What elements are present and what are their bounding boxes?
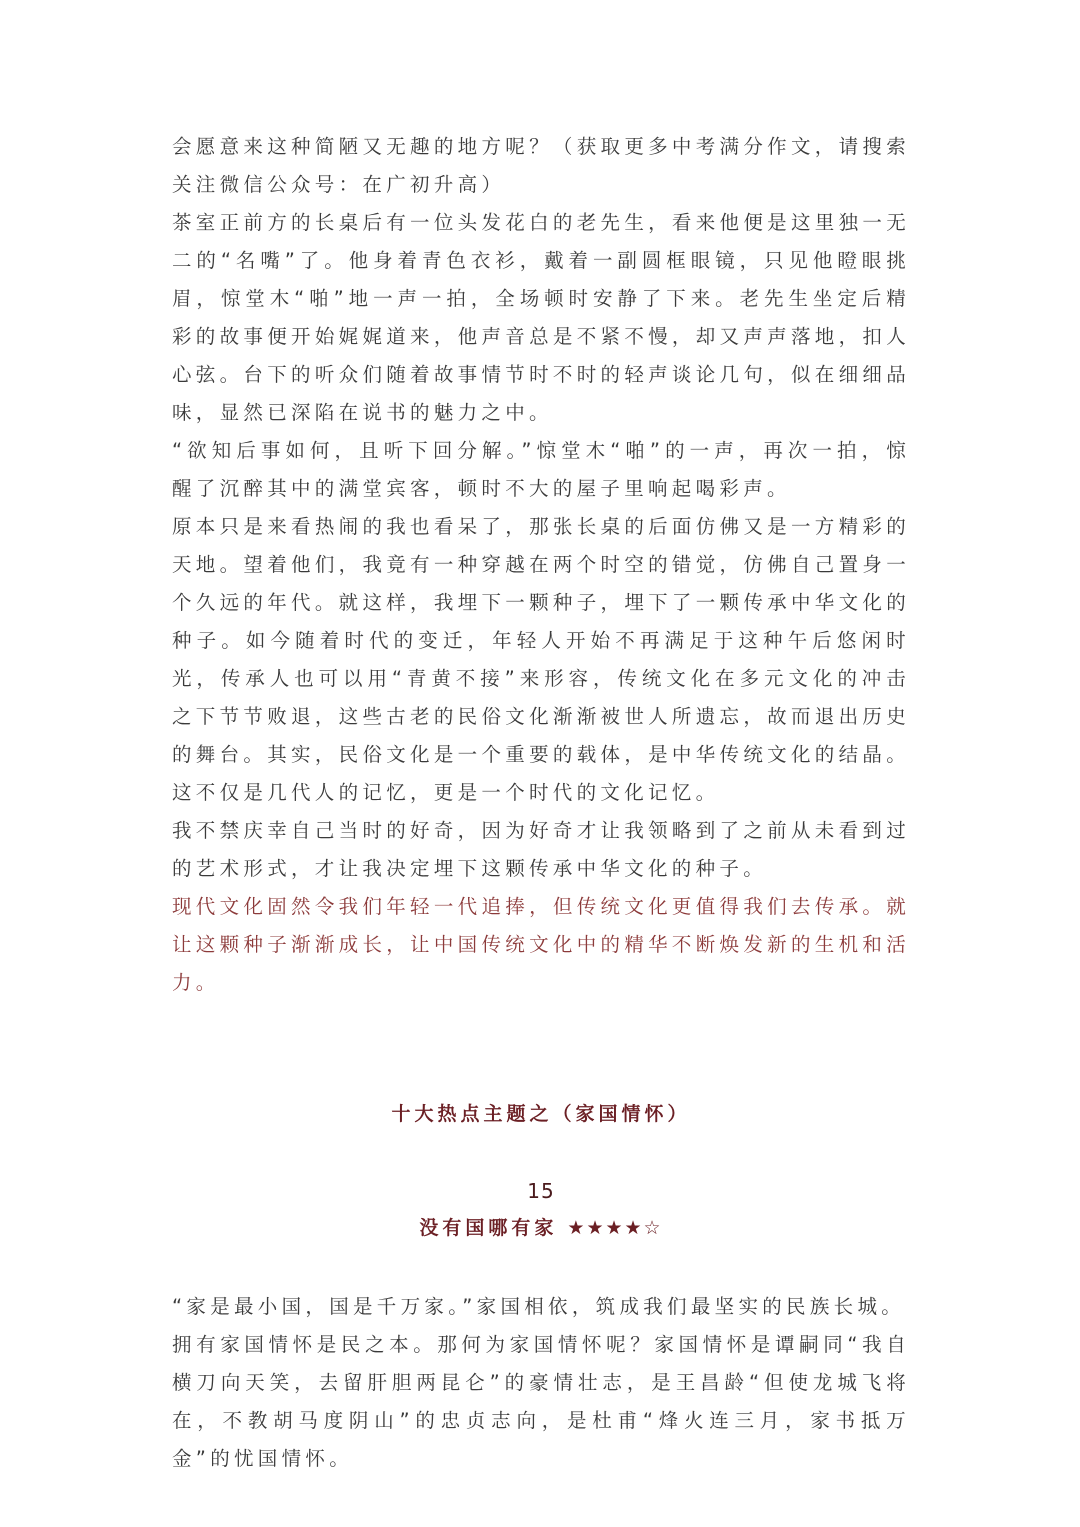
paragraph-1: 会愿意来这种简陋又无趣的地方呢？（获取更多中考满分作文，请搜索关注微信公众号：在广初升高） (172, 135, 910, 196)
highlight-paragraph: 现代文化固然令我们年轻一代追捧，但传统文化更值得我们去传承。就让这颗种子渐渐成长，让中国传统文化中的精华不断焕发新的生机和活力。 (172, 895, 910, 994)
article-body (172, 1288, 910, 1478)
article-paragraph-2: 拥有家国情怀是民之本。那何为家国情怀呢？家国情怀是谭嗣同“我自横刀向天笑，去留肝胆两昆仑”的豪情壮志，是王昌龄“但使龙城飞将在，不教胡马度阴山”的忠贞志向，是杜甫“烽火连三月，家书抵万金”的忧国情怀。 (172, 1333, 910, 1470)
document-page (172, 128, 910, 1478)
paragraph-4: 原本只是来看热闹的我也看呆了，那张长桌的后面仿佛又是一方精彩的天地。望着他们，我竟有一种穿越在两个时空的错觉，仿佛自己置身一个久远的年代。就这样，我埋下一颗种子，埋下了一颗传承中华文化的种子。如今随着时代的变迁，年轻人开始不再满足于这种午后悠闲时光，传承人也可以用“青黄不接”来形容，传统文化在多元文化的冲击之下节节败退，这些古老的民俗文化渐渐被世人所遗忘，故而退出历史的舞台。其实，民俗文化是一个重要的载体，是中华传统文化的结晶。这不仅是几代人的记忆，更是一个时代的文化记忆。 (172, 515, 910, 804)
paragraph-2: 茶室正前方的长桌后有一位头发花白的老先生，看来他便是这里独一无二的“名嘴”了。他身着青色衣衫，戴着一副圆框眼镜，只见他瞪眼挑眉，惊堂木“啪”地一声一拍，全场顿时安静了下来。老先生坐定后精彩的故事便开始娓娓道来，他声音总是不紧不慢，却又声声落地，扣人心弦。台下的听众们随着故事情节时不时的轻声谈论几句，似在细细品味，显然已深陷在说书的魅力之中。 (172, 211, 910, 424)
article-title: 没有国哪有家 (419, 1217, 558, 1239)
rating-stars: ★★★★☆ (567, 1217, 663, 1239)
section-heading: 十大热点主题之（家国情怀） (391, 1103, 691, 1125)
article-paragraph-1: “家是最小国，国是千万家。”家国相依，筑成我们最坚实的民族长城。 (172, 1295, 906, 1318)
article-title-row (172, 1208, 910, 1248)
article-number: 15 (527, 1179, 555, 1203)
paragraph-5: 我不禁庆幸自己当时的好奇，因为好奇才让我领略到了之前从未看到过的艺术形式，才让我决定埋下这颗传承中华文化的种子。 (172, 819, 910, 880)
paragraph-3: “欲知后事如何，且听下回分解。”惊堂木“啪”的一声，再次一拍，惊醒了沉醉其中的满堂宾客，顿时不大的屋子里响起喝彩声。 (172, 439, 910, 500)
